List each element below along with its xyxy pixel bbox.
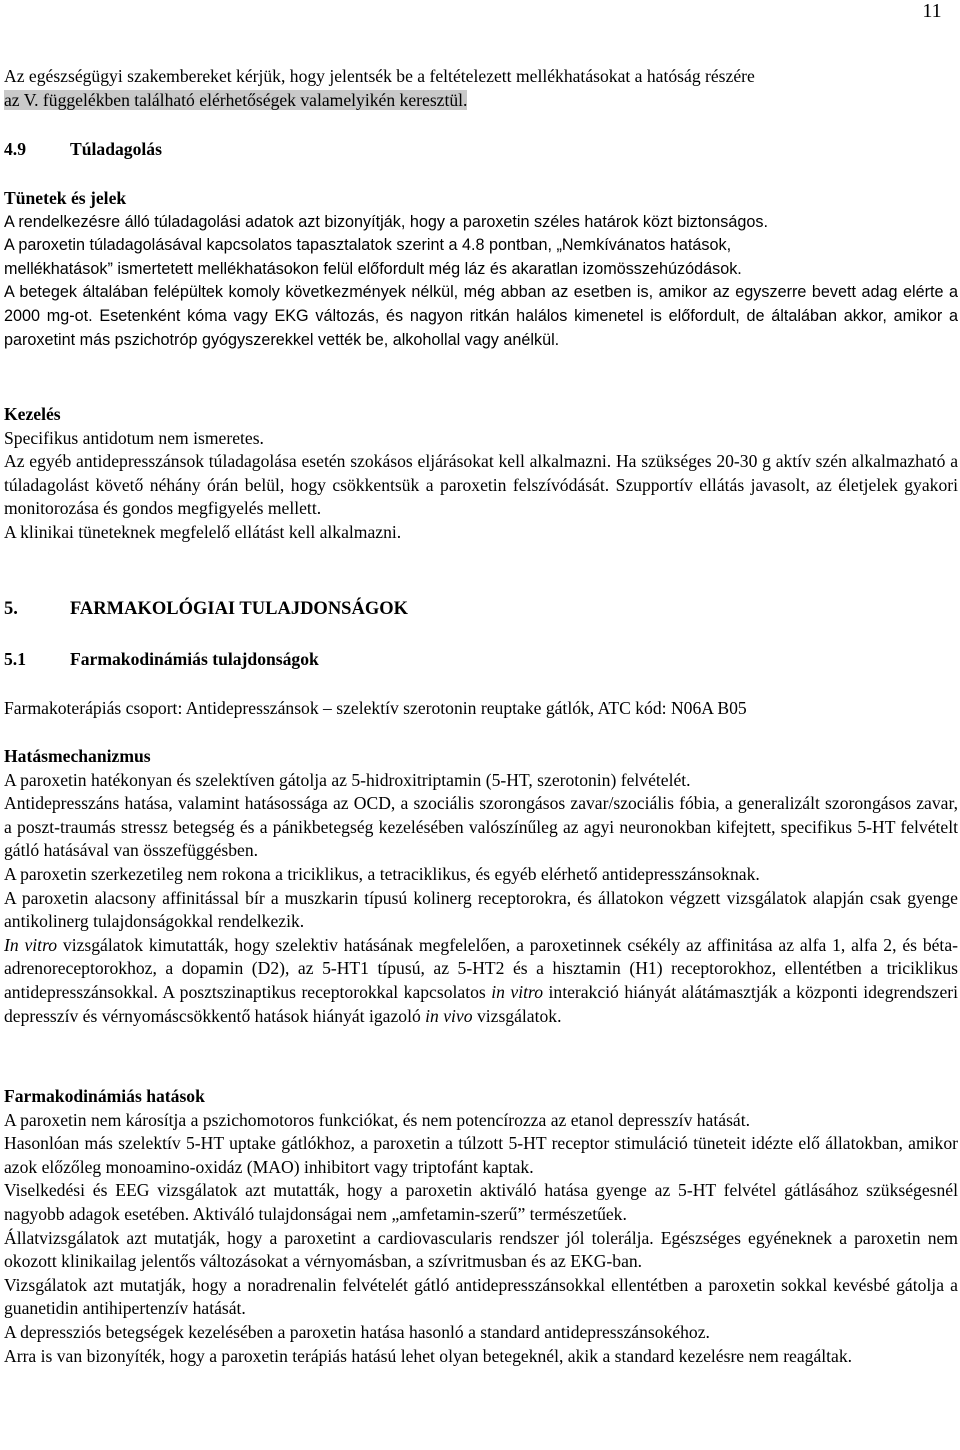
effects-p1: A paroxetin nem károsítja a pszichomotoros funkciókat, és nem potencírozza az etanol depresszív hatását. bbox=[4, 1109, 751, 1130]
intro-paragraph bbox=[4, 65, 958, 112]
mechanism-p5-b: interakció hiányát alátámasztják a központi idegrendszeri depresszív és vérnyomáscsökkentő hatások hiányát igazoló bbox=[4, 981, 958, 1026]
mechanism-p2: Antidepresszáns hatása, valamint hatásossága az OCD, a szociális szorongásos zavar/szociális fóbia, a generalizált szorongásos zavar, a poszt-traumás stressz betegség és a pánikbetegség kezelésében valószínűleg az agyi neuronokban kifejtett, specifikus 5-HT felvételt gátló hatásával van összefüggésben. bbox=[4, 793, 958, 861]
effects-p2: Hasonlóan más szelektív 5-HT uptake gátlókhoz, a paroxetin a túlzott 5-HT receptor stimuláció tüneteit idézte elő állatokban, amikor azok előzőleg monoamino-oxidáz (MAO) inhibitort vagy triptofánt kaptak. bbox=[4, 1133, 958, 1177]
mechanism-p5-c: vizsgálatok. bbox=[472, 1005, 562, 1026]
treatment-heading: Kezelés bbox=[4, 404, 61, 424]
section-5-1-title: Farmakodinámiás tulajdonságok bbox=[70, 649, 319, 669]
section-4-9-heading bbox=[4, 138, 958, 162]
effects-p4: Állatvizsgálatok azt mutatják, hogy a paroxetint a cardiovascularis rendszer jól tolerálja. Egészséges egyéneknek a paroxetin nem okozott klinikailag jelentős változásokat a vérnyomásban, a szívritmusban és az EKG-ban. bbox=[4, 1227, 958, 1272]
intro-line-1: Az egészségügyi szakembereket kérjük, hogy jelentsék be a feltételezett mellékhatásokat a hatóság részére bbox=[4, 66, 755, 86]
section-5-title: FARMAKOLÓGIAI TULAJDONSÁGOK bbox=[70, 599, 408, 619]
effects-p5: Vizsgálatok azt mutatják, hogy a noradrenalin felvételét gátló antidepresszánsokkal ellentétben a paroxetin sokkal kevésbé gátolja a guanetidin antihipertenzív hatását. bbox=[4, 1274, 958, 1319]
group-text: Farmakoterápiás csoport: Antidepresszánsok – szelektív szerotonin reuptake gátlók, ATC kód: N06A B05 bbox=[4, 698, 747, 718]
pharmacotherapeutic-group bbox=[4, 697, 958, 721]
mechanism-p5-a: vizsgálatok kimutatták, hogy szelektiv hatásának megfelelően, a paroxetinnek csékély az affinitása az alfa 1, alfa 2, és béta-adrenoreceptorokhoz, a dopamin (D2), az 5-HT1 típusú, az 5-HT2 és a hisztamin (H1) receptorokhoz, ellentétben a triciklikus antidepresszánsokkal. A posztszinaptikus receptorokkal kapcsolatos bbox=[4, 934, 958, 1002]
effects-p6: A depressziós betegségek kezelésében a paroxetin hatása hasonló a standard antidepresszánsokéhoz. bbox=[4, 1321, 710, 1342]
symptoms-p1: A rendelkezésre álló túladagolási adatok azt bizonyítják, hogy a paroxetin széles határok közt biztonságos. bbox=[4, 212, 768, 231]
symptoms-block bbox=[4, 187, 958, 352]
treatment-block bbox=[4, 403, 958, 545]
intro-line-2-highlight: az V. függelékben található elérhetőségek valamelyikén keresztül. bbox=[4, 89, 468, 110]
mechanism-p5 bbox=[4, 934, 958, 1028]
pharmacodynamic-effects-block bbox=[4, 1085, 958, 1368]
in-vivo-italic: in vivo bbox=[425, 1005, 473, 1026]
section-5-1-heading bbox=[4, 648, 958, 672]
treatment-p1: Specifikus antidotum nem ismeretes. bbox=[4, 427, 264, 448]
symptoms-p2b: mellékhatások” ismertetett mellékhatásokon felül előfordult még láz és akaratlan izomösszehúzódások. bbox=[4, 259, 742, 278]
section-4-9-number: 4.9 bbox=[4, 139, 26, 159]
effects-p7: Arra is van bizonyíték, hogy a paroxetin terápiás hatású lehet olyan betegeknél, akik a standard kezelésre nem reagáltak. bbox=[4, 1345, 853, 1366]
mechanism-p4: A paroxetin alacsony affinitással bír a muszkarin típusú kolinerg receptorokra, és állatokon végzett vizsgálatok alapján csak gyenge antikolinerg tulajdonságokkal rendelkezik. bbox=[4, 887, 958, 932]
symptoms-p2c: A betegek általában felépültek komoly következmények nélkül, még abban az esetben is, amikor az egyszerre bevett adag elérte a 2000 mg-ot. Esetenként kóma vagy EKG változás, és nagyon ritkán halálos kimenetel is előfordult, de általában akkor, amikor a paroxetint más pszichotróp gyógyszerekkel vették be, alkohollal vagy anélkül. bbox=[4, 283, 958, 349]
in-vitro-italic-2: in vitro bbox=[491, 981, 544, 1002]
mechanism-p3: A paroxetin szerkezetileg nem rokona a triciklikus, a tetraciklikus, és egyéb elérhető antidepresszánsoknak. bbox=[4, 863, 760, 884]
section-5-number: 5. bbox=[4, 599, 18, 619]
effects-heading: Farmakodinámiás hatások bbox=[4, 1086, 205, 1106]
section-5-1-number: 5.1 bbox=[4, 649, 26, 669]
page-number: 11 bbox=[922, 0, 942, 22]
symptoms-heading: Tünetek és jelek bbox=[4, 188, 127, 208]
section-5-heading bbox=[4, 598, 958, 622]
section-4-9-title: Túladagolás bbox=[70, 139, 162, 159]
mechanism-p1: A paroxetin hatékonyan és szelektíven gátolja az 5-hidroxitriptamin (5-HT, szerotonin) felvételét. bbox=[4, 769, 691, 790]
symptoms-p2a: A paroxetin túladagolásával kapcsolatos tapasztalatok szerint a 4.8 pontban, „Nemkívánatos hatások, bbox=[4, 236, 732, 255]
mechanism-heading: Hatásmechanizmus bbox=[4, 746, 151, 766]
treatment-p3: A klinikai tüneteknek megfelelő ellátást kell alkalmazni. bbox=[4, 521, 402, 542]
mechanism-block bbox=[4, 745, 958, 1028]
in-vitro-italic-1: In vitro bbox=[4, 934, 58, 955]
treatment-p2: Az egyéb antidepresszánsok túladagolása esetén szokásos eljárásokat kell alkalmazni. Ha szükséges 20-30 g aktív szén alkalmazható a túladagolást követő néhány órán belül, hogy csökkentsük a paroxetin felszívódását. Szupportív ellátás javasolt, az életjelek gyakori monitorozása és gondos megfigyelés mellett. bbox=[4, 451, 958, 519]
effects-p3: Viselkedési és EEG vizsgálatok azt mutatták, hogy a paroxetin aktiváló hatása gyenge az 5-HT felvétel gátlásához szükségesnél nagyobb adagok esetében. Aktiváló tulajdonságai nem „amfetamin-szerű” természetűek. bbox=[4, 1180, 958, 1224]
